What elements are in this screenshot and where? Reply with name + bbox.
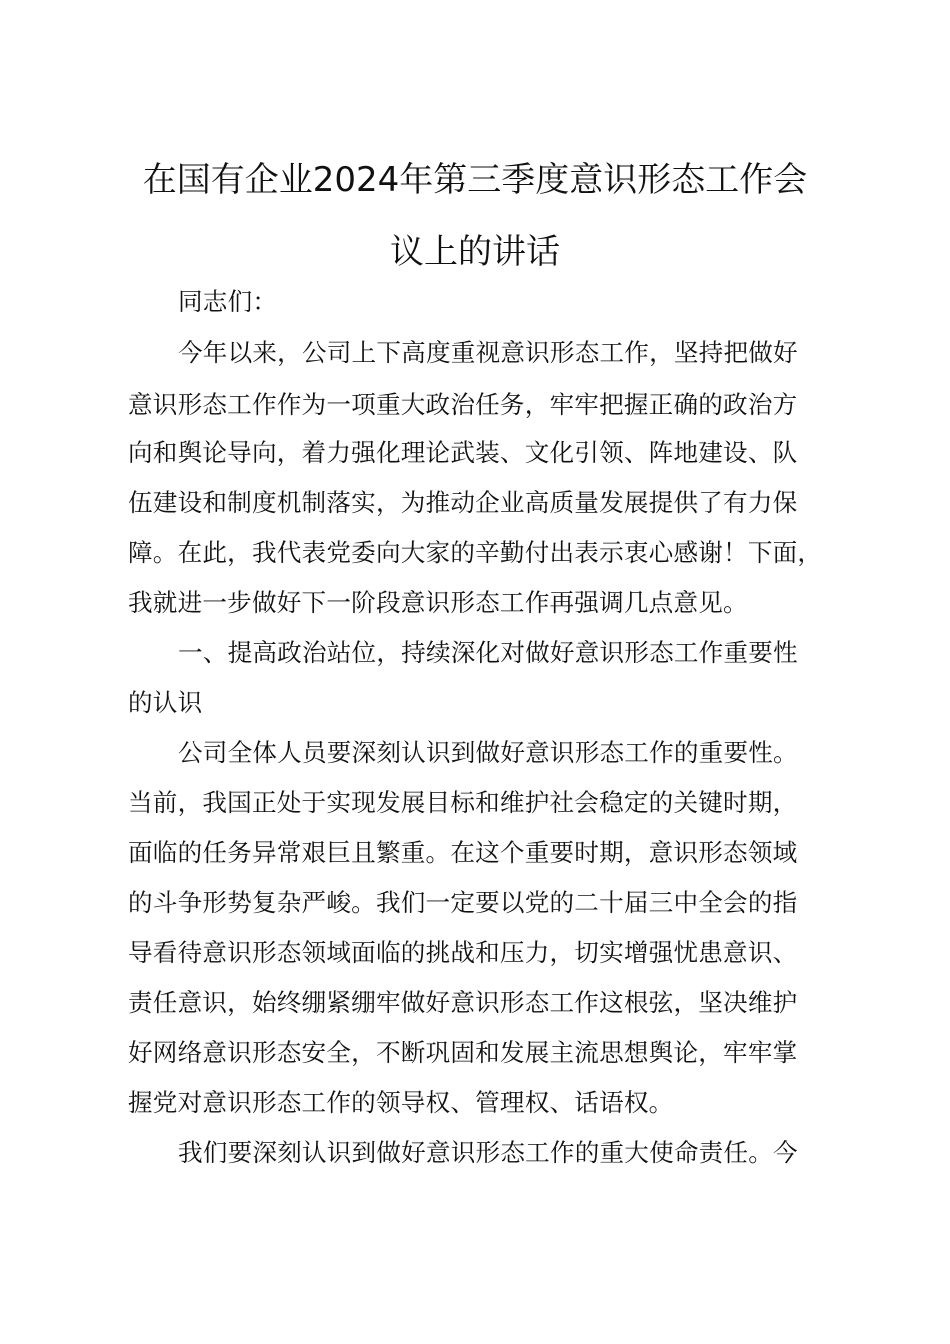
document-title-line-1: 在国有企业2024年第三季度意识形态工作会 bbox=[142, 160, 808, 200]
paragraph-line: 的斗争形势复杂严峻。我们一定要以党的二十届三中全会的指 bbox=[128, 888, 798, 917]
paragraph-line: 责任意识，始终绷紧绷牢做好意识形态工作这根弦，坚决维护 bbox=[128, 988, 798, 1017]
paragraph-line: 面临的任务异常艰巨且繁重。在这个重要时期，意识形态领域 bbox=[128, 838, 798, 867]
paragraph-line: 我就进一步做好下一阶段意识形态工作再强调几点意见。 bbox=[128, 588, 748, 617]
paragraph-line: 我们要深刻认识到做好意识形态工作的重大使命责任。今 bbox=[178, 1138, 798, 1167]
paragraph-line: 当前，我国正处于实现发展目标和维护社会稳定的关键时期， bbox=[128, 788, 798, 817]
document-title-line-2: 议上的讲话 bbox=[390, 232, 560, 272]
paragraph-line: 今年以来，公司上下高度重视意识形态工作，坚持把做好 bbox=[178, 338, 798, 367]
paragraph-line: 公司全体人员要深刻认识到做好意识形态工作的重要性。 bbox=[178, 738, 798, 767]
salutation: 同志们： bbox=[178, 287, 278, 316]
paragraph-line: 障。在此，我代表党委向大家的辛勤付出表示衷心感谢！下面， bbox=[128, 538, 823, 567]
paragraph-line: 好网络意识形态安全，不断巩固和发展主流思想舆论，牢牢掌 bbox=[128, 1038, 798, 1067]
section-heading-line: 一、提高政治站位，持续深化对做好意识形态工作重要性 bbox=[178, 638, 798, 667]
paragraph-line: 意识形态工作作为一项重大政治任务，牢牢把握正确的政治方 bbox=[128, 390, 798, 419]
section-heading-line: 的认识 bbox=[128, 688, 203, 717]
paragraph-line: 向和舆论导向，着力强化理论武装、文化引领、阵地建设、队 bbox=[128, 438, 798, 467]
paragraph-line: 导看待意识形态领域面临的挑战和压力，切实增强忧患意识、 bbox=[128, 938, 798, 967]
paragraph-line: 握党对意识形态工作的领导权、管理权、话语权。 bbox=[128, 1088, 674, 1117]
paragraph-line: 伍建设和制度机制落实，为推动企业高质量发展提供了有力保 bbox=[128, 488, 798, 517]
